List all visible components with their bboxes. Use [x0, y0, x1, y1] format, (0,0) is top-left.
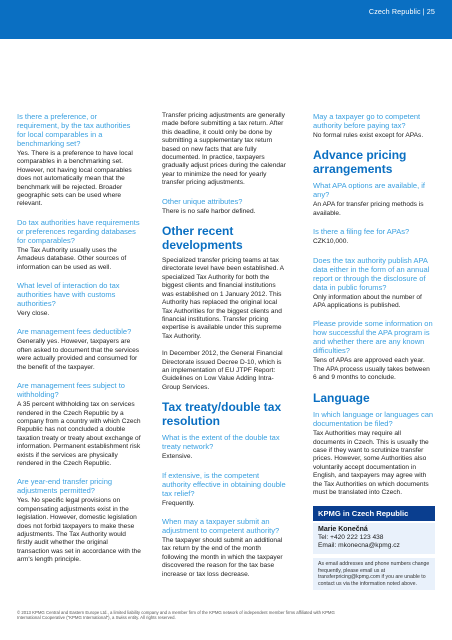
question: Does the tax authority publish APA data either in the form of an annual report or through the disclosure of data in public forums?	[313, 255, 430, 292]
question: What level of interaction do tax authorities have with customs authorities?	[17, 281, 120, 309]
question: When may a taxpayer submit an adjustment to competent authority?	[162, 516, 280, 535]
qa-item	[17, 477, 141, 564]
question: Are management fees deductible?	[17, 327, 132, 337]
answer: Only information about the number of APA applications is published.	[313, 293, 422, 310]
answer: Tax Authorities may require all documents in Czech. This is usually the case if they want to scrutinize transfer prices. However, some Authorities also voluntarily accept documentation in English, and taxpayers may agree with the Tax Authorities on which documents must be translated into Czech.	[313, 430, 429, 496]
qa-item	[17, 327, 141, 372]
section-heading: Language	[313, 390, 370, 405]
answer: Yes. There is a preference to have local comparables in a benchmarking set. However, not having local comparables does not automatically mean that the benchmark will be rejected. Broader geographic sets can be used where relevant.	[17, 150, 133, 208]
question: May a taxpayer go to competent authority before paying tax?	[313, 112, 421, 130]
paragraph: In December 2012, the General Financial Directorate issued Decree D-10, which is an implementation of EU JTPF Report: Guidelines on Low Value Adding Intra-Group Services.	[162, 350, 283, 391]
answer: An APA for transfer pricing methods is available.	[313, 201, 424, 217]
section-heading: Other recent developments	[162, 224, 243, 252]
kpmg-contact-box	[313, 506, 435, 590]
question: Is there a filing fee for APAs?	[313, 227, 410, 237]
section-heading: Advance pricing arrangements	[313, 148, 407, 176]
qa-item	[17, 381, 141, 468]
column-1	[17, 112, 141, 574]
question: What APA options are available, if any?	[313, 181, 426, 200]
answer: A 35 percent withholding tax on services rendered in the Czech Republic by a company from a country with which Czech Republic has not concluded a double taxation treaty or treaty about exchange of information. Permanent establishment risk exists if the services are physically rendered in the Czech Republic.	[17, 401, 141, 467]
question: Do tax authorities have requirements or preferences regarding databases for comparables?	[17, 217, 140, 245]
answer: Very close.	[17, 310, 50, 318]
paragraph: Specialized transfer pricing teams at tax directorate level have been established. A specialized Tax Authority for both the biggest clients and financial institutions was established on 1 January 2012. This Authority has replaced the original local Tax Authorities for the biggest clients and financial institutions. Transfer pricing expertise is available under this supreme Tax Authority.	[162, 257, 284, 340]
contact-phone: Tel: +420 222 123 438	[318, 534, 384, 542]
question: Is there a preference, or requirement, by the tax authorities for local comparables in a benchmarking set?	[17, 112, 131, 148]
contact-details	[313, 523, 435, 554]
answer: The taxpayer should submit an additional tax return by the end of the month following the month in which the taxpayer discovered the reason for the tax base increase or tax loss decrease.	[162, 536, 283, 578]
question: Other unique attributes?	[162, 196, 243, 206]
contact-note: As email addresses and phone numbers change frequently, please email us at transferpricing@kpmg.com if you are unable to contact us via the information noted above.	[313, 558, 435, 590]
question: Are year-end transfer pricing adjustments permitted?	[17, 477, 113, 496]
answer: Extensive.	[162, 453, 193, 461]
question: If extensive, is the competent authority effective in obtaining double tax relief?	[162, 470, 286, 498]
answer: Yes. No specific legal provisions on compensating adjustments exist in the legislation. However, domestic legislation does not forbid taxpayers to make these adjustments. The Tax Authority would firstly audit whether the original transaction was set in accordance with the arm's length principle.	[17, 497, 141, 564]
paragraph: Transfer pricing adjustments are generally made before submitting a tax return. After this deadline, it could only be done by submitting a supplementary tax return based on new facts that are fully documented. In practice, taxpayers gradually adjust prices during the calendar year to minimize the need for yearly transfer pricing adjustments.	[162, 112, 286, 187]
contact-name: Marie Konečná	[318, 526, 368, 534]
qa-item	[17, 112, 141, 209]
answer: CZK10,000.	[313, 238, 349, 246]
answer: The Tax Authority usually uses the Amadeus database. Other sources of information can be used as well.	[17, 246, 127, 271]
question: Are management fees subject to withholding?	[17, 381, 125, 400]
section-heading: Tax treaty/double tax resolution	[162, 400, 282, 428]
answer: Generally yes. However, taxpayers are often asked to document that the services were actually provided and consumed for the benefit of the taxpayer.	[17, 338, 140, 371]
qa-item	[17, 218, 141, 272]
qa-item	[17, 281, 141, 318]
header-bar	[0, 0, 452, 39]
answer: There is no safe harbor defined.	[162, 207, 256, 215]
column-3	[313, 112, 435, 590]
contact-email[interactable]: Email: mkonecna@kpmg.cz	[318, 542, 400, 550]
copyright-footer: © 2013 KPMG Central and Eastern Europe Ltd., a limited liability company and a member firm of the KPMG network of independent member firms affiliated with KPMG International Cooperative ("KPMG International"), a Swiss entity. All rights reserved.	[17, 610, 335, 621]
answer: No formal rules exist except for APAs.	[313, 132, 424, 139]
answer: Frequently.	[162, 499, 195, 507]
column-2	[162, 112, 286, 588]
page-header: Czech Republic | 25	[368, 7, 435, 16]
contact-box-title: KPMG in Czech Republic	[313, 506, 435, 521]
answer: Tens of APAs are approved each year. The APA process usually takes between 6 and 9 months to conclude.	[313, 357, 430, 382]
question: What is the extent of the double tax treaty network?	[162, 433, 280, 452]
question: In which language or languages can documentation be filed?	[313, 410, 434, 429]
question: Please provide some information on how successful the APA program is and whether there are any known difficulties?	[313, 319, 433, 356]
